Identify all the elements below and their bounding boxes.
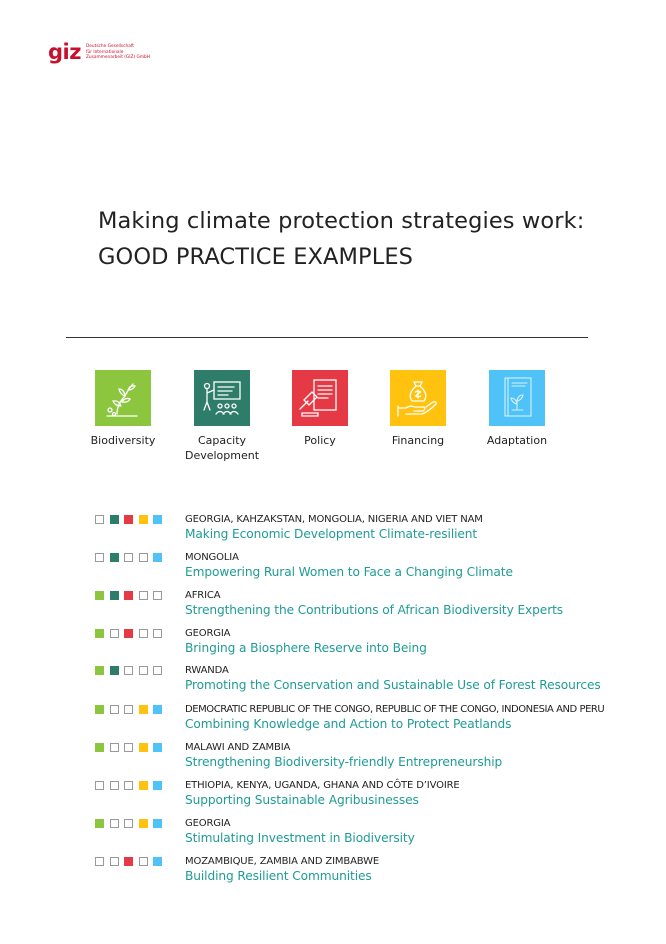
indicator-capacity-development bbox=[110, 515, 119, 524]
indicator-financing bbox=[139, 857, 148, 866]
indicator-capacity-development bbox=[110, 743, 119, 752]
theme-indicators bbox=[95, 553, 168, 562]
theme-label: Capacity Development bbox=[184, 434, 260, 462]
indicator-adaptation bbox=[153, 819, 162, 828]
indicator-financing bbox=[139, 553, 148, 562]
logo-subtitle bbox=[86, 44, 156, 60]
theme-policy bbox=[270, 370, 370, 448]
money-hand-icon bbox=[390, 370, 446, 426]
project-country: MALAWI AND ZAMBIA bbox=[185, 742, 291, 753]
theme-indicators bbox=[95, 705, 168, 714]
indicator-biodiversity bbox=[95, 553, 104, 562]
indicator-biodiversity bbox=[95, 857, 104, 866]
theme-indicators bbox=[95, 666, 168, 675]
title-line-1: Making climate protection strategies work: bbox=[98, 208, 585, 234]
indicator-biodiversity bbox=[95, 666, 104, 675]
theme-adaptation bbox=[467, 370, 567, 448]
indicator-financing bbox=[139, 819, 148, 828]
presentation-icon bbox=[194, 370, 250, 426]
project-title: Empowering Rural Women to Face a Changing Climate bbox=[185, 565, 513, 579]
indicator-policy bbox=[124, 629, 133, 638]
project-title: Stimulating Investment in Biodiversity bbox=[185, 831, 415, 845]
theme-icon-box bbox=[292, 370, 348, 426]
indicator-adaptation bbox=[153, 781, 162, 790]
indicator-adaptation bbox=[153, 553, 162, 562]
project-title: Supporting Sustainable Agribusinesses bbox=[185, 793, 419, 807]
logo-subtitle-line: für Internationale bbox=[85, 49, 124, 55]
theme-indicators bbox=[95, 743, 168, 752]
indicator-policy bbox=[124, 743, 133, 752]
indicator-biodiversity bbox=[95, 781, 104, 790]
indicator-biodiversity bbox=[95, 819, 104, 828]
project-country: AFRICA bbox=[185, 590, 221, 601]
project-country: RWANDA bbox=[185, 665, 229, 676]
indicator-financing bbox=[139, 629, 148, 638]
indicator-financing bbox=[139, 743, 148, 752]
indicator-capacity-development bbox=[110, 781, 119, 790]
indicator-adaptation bbox=[153, 743, 162, 752]
indicator-capacity-development bbox=[110, 819, 119, 828]
indicator-financing bbox=[139, 781, 148, 790]
theme-label: Adaptation bbox=[486, 434, 548, 447]
theme-indicators bbox=[95, 781, 168, 790]
indicator-financing bbox=[139, 666, 148, 675]
giz-logo bbox=[48, 42, 156, 63]
indicator-policy bbox=[124, 591, 133, 600]
indicator-financing bbox=[139, 591, 148, 600]
logo-subtitle-line: Zusammenarbeit (GIZ) GmbH bbox=[85, 55, 150, 61]
theme-label: Financing bbox=[391, 434, 445, 447]
indicator-adaptation bbox=[153, 515, 162, 524]
title-divider bbox=[66, 337, 588, 338]
indicator-adaptation bbox=[153, 666, 162, 675]
indicator-adaptation bbox=[153, 857, 162, 866]
document-title bbox=[98, 203, 584, 275]
logo-subtitle-line: Deutsche Gesellschaft bbox=[85, 44, 134, 50]
indicator-policy bbox=[124, 857, 133, 866]
indicator-adaptation bbox=[153, 629, 162, 638]
project-title: Strengthening the Contributions of African Biodiversity Experts bbox=[185, 603, 564, 617]
book-plant-icon bbox=[489, 370, 545, 426]
indicator-capacity-development bbox=[110, 666, 119, 675]
indicator-policy bbox=[124, 666, 133, 675]
indicator-policy bbox=[124, 781, 133, 790]
indicator-biodiversity bbox=[95, 591, 104, 600]
theme-capacity-development bbox=[172, 370, 272, 463]
indicator-capacity-development bbox=[110, 591, 119, 600]
indicator-capacity-development bbox=[110, 857, 119, 866]
theme-label: Policy bbox=[304, 434, 336, 447]
indicator-biodiversity bbox=[95, 629, 104, 638]
theme-icon-box bbox=[95, 370, 151, 426]
indicator-policy bbox=[124, 819, 133, 828]
project-country: ETHIOPIA, KENYA, UGANDA, GHANA AND CÔTE D’IVOIRE bbox=[185, 780, 460, 791]
theme-financing bbox=[368, 370, 468, 448]
theme-indicators bbox=[95, 857, 168, 866]
theme-indicators bbox=[95, 515, 168, 524]
indicator-capacity-development bbox=[110, 629, 119, 638]
project-country: GEORGIA bbox=[185, 818, 231, 829]
logo-wordmark: giz bbox=[48, 40, 81, 64]
project-title: Combining Knowledge and Action to Protect Peatlands bbox=[185, 717, 512, 731]
project-country: GEORGIA bbox=[185, 628, 231, 639]
indicator-policy bbox=[124, 705, 133, 714]
indicator-policy bbox=[124, 515, 133, 524]
project-title: Bringing a Biosphere Reserve into Being bbox=[185, 641, 427, 655]
theme-label: Biodiversity bbox=[90, 434, 156, 447]
indicator-biodiversity bbox=[95, 743, 104, 752]
indicator-adaptation bbox=[153, 705, 162, 714]
title-line-2: GOOD PRACTICE EXAMPLES bbox=[98, 244, 414, 270]
project-country: MONGOLIA bbox=[185, 552, 239, 563]
project-title: Building Resilient Communities bbox=[185, 869, 372, 883]
project-title: Making Economic Development Climate-resilient bbox=[185, 527, 478, 541]
project-country: GEORGIA, KAHZAKSTAN, MONGOLIA, NIGERIA AND VIET NAM bbox=[185, 514, 483, 525]
theme-icon-box bbox=[390, 370, 446, 426]
plant-icon bbox=[95, 370, 151, 426]
indicator-biodiversity bbox=[95, 705, 104, 714]
project-title: Strengthening Biodiversity-friendly Entrepreneurship bbox=[185, 755, 503, 769]
indicator-policy bbox=[124, 553, 133, 562]
project-country: DEMOCRATIC REPUBLIC OF THE CONGO, REPUBLIC OF THE CONGO, INDONESIA AND PERU bbox=[185, 704, 605, 715]
indicator-financing bbox=[139, 515, 148, 524]
indicator-biodiversity bbox=[95, 515, 104, 524]
theme-biodiversity bbox=[73, 370, 173, 448]
indicator-financing bbox=[139, 705, 148, 714]
theme-icon-box bbox=[489, 370, 545, 426]
theme-indicators bbox=[95, 819, 168, 828]
indicator-adaptation bbox=[153, 591, 162, 600]
project-title: Promoting the Conservation and Sustainable Use of Forest Resources bbox=[185, 678, 601, 692]
indicator-capacity-development bbox=[110, 553, 119, 562]
indicator-capacity-development bbox=[110, 705, 119, 714]
theme-indicators bbox=[95, 591, 168, 600]
gavel-document-icon bbox=[292, 370, 348, 426]
theme-indicators bbox=[95, 629, 168, 638]
theme-icon-box bbox=[194, 370, 250, 426]
project-country: MOZAMBIQUE, ZAMBIA AND ZIMBABWE bbox=[185, 856, 380, 867]
